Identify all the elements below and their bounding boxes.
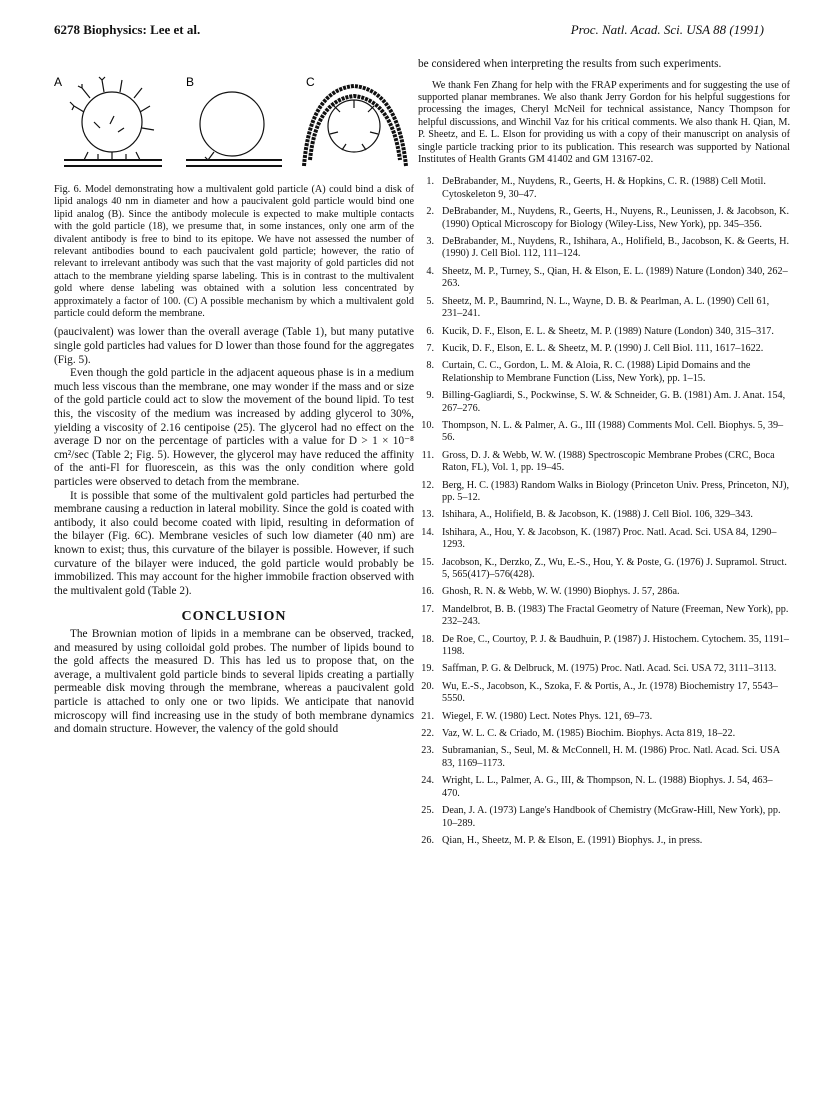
- reference-text: Billing-Gagliardi, S., Pockwinse, S. W. & Schneider, G. B. (1981) Am. J. Anat. 154, 267–276.: [442, 390, 786, 414]
- reference-number: 6.: [426, 325, 434, 337]
- reference-number: 14.: [421, 526, 434, 538]
- reference-number: 24.: [421, 775, 434, 787]
- reference-number: 9.: [426, 390, 434, 402]
- reference-number: 21.: [421, 710, 434, 722]
- reference-text: De Roe, C., Courtoy, P. J. & Baudhuin, P. (1987) J. Histochem. Cytochem. 35, 1191–1198.: [442, 633, 790, 658]
- reference-item: [418, 296, 790, 321]
- reference-number: 15.: [421, 556, 434, 568]
- reference-number: 1.: [426, 176, 434, 188]
- reference-item: [418, 326, 790, 338]
- conclusion-paragraph: The Brownian motion of lipids in a membrane can be observed, tracked, and measured by using colloidal gold probes. The number of lipids bound to the gold affects the measured D. This has led us to propose that, on the average, a multivalent gold particle binds to several lipids creating a partially permeable disk moving through the membrane, whereas a paucivalent gold particle is attached to only one or two lipids. We anticipate that nanovid microscopy will find increasing use in the study of both membrane dynamics and domain structure. However, the valency of the gold should: [54, 627, 414, 736]
- reference-text: Berg, H. C. (1983) Random Walks in Biology (Princeton Univ. Press, Princeton, NJ), pp. 5–12.: [442, 479, 790, 503]
- panel-b-drawing: [186, 92, 282, 166]
- body-paragraph-2: Even though the gold particle in the adjacent aqueous phase is in a medium much less viscous than the membrane, one may wonder if the mass and or size of the gold particle could act to slow the movement of the bound lipid. To test this, the viscosity of the medium was increased by adding glycerol to 30%, yielding a viscosity of 2.16 centipoise (25). The glycerol had no effect on the average D nor on the percentage of particles with a value for D > 1 × 10⁻⁸ cm²/sec (Table 2; Fig. 5). However, the glycerol may have reduced the affinity of the anti-Fl for fluorescein, as this was the only condition where gold particles were observed to detach from the membrane.: [54, 367, 414, 488]
- section-heading-conclusion: CONCLUSION: [181, 609, 287, 625]
- reference-number: 7.: [426, 342, 434, 354]
- reference-text: Ishihara, A., Holifield, B. & Jacobson, K. (1988) J. Cell Biol. 106, 329–343.: [442, 509, 753, 521]
- reference-item: [418, 236, 790, 261]
- reference-number: 22.: [421, 728, 434, 740]
- reference-text: Sheetz, M. P., Turney, S., Qian, H. & Elson, E. L. (1989) Nature (London) 340, 262–263.: [442, 265, 788, 290]
- reference-item: [418, 634, 790, 659]
- reference-number: 12.: [421, 479, 434, 491]
- reference-number: 25.: [421, 805, 434, 817]
- reference-item: [418, 681, 790, 706]
- reference-number: 19.: [421, 663, 434, 675]
- reference-item: [418, 805, 790, 830]
- body-paragraph-3: It is possible that some of the multivalent gold particles had perturbed the membrane causing a reduction in lateral mobility. Since the gold is coated with antibody, it also could become coated with lipid, resulting in deformation of the bilayer (Fig. 6C). Membrane vesicles of such low diameter (40 nm) are known to exist; thus, this curvature of the bilayer is possible. However, if such curvature of the bilayer were induced, the gold particle would probably be immobilized. This may account for the higher immobile fraction observed with the multivalent gold (Table 2).: [54, 489, 414, 597]
- reference-number: 18.: [421, 633, 434, 645]
- reference-number: 26.: [421, 834, 434, 846]
- panel-label-c: C: [306, 75, 315, 89]
- reference-item: [418, 360, 790, 385]
- reference-number: 23.: [421, 745, 434, 757]
- reference-item: [418, 343, 790, 355]
- reference-number: 20.: [421, 680, 434, 692]
- reference-text: Ishihara, A., Hou, Y. & Jacobson, K. (1987) Proc. Natl. Acad. Sci. USA 84, 1290–1293.: [442, 526, 777, 551]
- figure-6-illustration: [54, 72, 414, 176]
- reference-item: [418, 586, 790, 598]
- reference-number: 11.: [421, 449, 434, 461]
- reference-number: 4.: [426, 265, 434, 277]
- acknowledgment: We thank Fen Zhang for help with the FRAP experiments and for suggesting the use of supported planar membranes. We also thank Jerry Gordon for his helpful suggestions for processing the images, Cheryl McNeil for technical assistance, Nancy Thompson for helpful discussions, and Winchil Vaz for his critical comments. We also thank H. Qian, M. P. Sheetz, and E. L. Elson for providing us with a copy of their manuscript on analysis of single particle tracking prior to its publication. This research was supported by National Institutes of Health Grants GM 41402 and GM 13167-02.: [418, 79, 790, 166]
- reference-text: Thompson, N. L. & Palmer, A. G., III (1988) Comments Mol. Cell. Biophys. 5, 39–56.: [442, 419, 784, 444]
- reference-number: 3.: [426, 236, 434, 248]
- reference-item: [418, 604, 790, 629]
- reference-item: [418, 390, 790, 415]
- reference-text: Subramanian, S., Seul, M. & McConnell, H. M. (1986) Proc. Natl. Acad. Sci. USA 83, 1169–1173.: [442, 745, 780, 769]
- reference-text: DeBrabander, M., Nuydens, R., Geerts, H. & Hopkins, C. R. (1988) Cell Motil. Cytoskeleton 9, 30–47.: [442, 176, 766, 200]
- body-paragraph-1: (paucivalent) was lower than the overall average (Table 1), but many putative single gold particles had values for D lower than those found for the aggregates (Fig. 5).: [54, 326, 414, 366]
- header-right: Proc. Natl. Acad. Sci. USA 88 (1991): [570, 22, 764, 37]
- reference-number: 16.: [421, 586, 434, 598]
- right-column: [418, 58, 790, 852]
- panel-a-drawing: [64, 77, 162, 166]
- reference-number: 5.: [426, 295, 434, 307]
- reference-text: Sheetz, M. P., Baumrind, N. L., Wayne, D. B. & Pearlman, A. L. (1990) Cell 61, 231–241.: [442, 295, 770, 320]
- reference-item: [418, 509, 790, 521]
- reference-item: [418, 663, 790, 675]
- reference-text: Qian, H., Sheetz, M. P. & Elson, E. (1991) Biophys. J., in press.: [442, 834, 703, 846]
- reference-number: 13.: [421, 509, 434, 521]
- reference-text: DeBrabander, M., Nuydens, R., Geerts, H., Nuyens, R., Leunissen, J. & Jacobson, K. (1990) Optical Microscopy for Biology (Wiley-Liss, New York), pp. 345–356.: [442, 206, 790, 230]
- reference-text: Jacobson, K., Derzko, Z., Wu, E.-S., Hou, Y. & Poste, G. (1976) J. Supramol. Struct. 5, 565(417)–576(428).: [442, 556, 787, 580]
- reference-text: Saffman, P. G. & Delbruck, M. (1975) Proc. Natl. Acad. Sci. USA 72, 3111–3113.: [442, 663, 777, 675]
- reference-text: Kucik, D. F., Elson, E. L. & Sheetz, M. P. (1990) J. Cell Biol. 111, 1617–1622.: [442, 342, 764, 354]
- reference-item: [418, 745, 790, 770]
- reference-item: [418, 711, 790, 723]
- panel-label-a: A: [54, 75, 63, 89]
- reference-text: Kucik, D. F., Elson, E. L. & Sheetz, M. P. (1989) Nature (London) 340, 315–317.: [442, 325, 774, 337]
- reference-item: [418, 450, 790, 475]
- reference-item: [418, 728, 790, 740]
- reference-item: [418, 557, 790, 582]
- reference-text: Curtain, C. C., Gordon, L. M. & Aloia, R. C. (1988) Lipid Domains and the Relationship to Membrane Function (Liss, New York), pp. 1–15.: [442, 360, 751, 384]
- reference-number: 8.: [426, 360, 434, 372]
- reference-text: DeBrabander, M., Nuydens, R., Ishihara, A., Holifield, B., Jacobson, K. & Geerts, H. (1990) J. Cell Biol. 112, 111–124.: [442, 236, 790, 260]
- reference-text: Wu, E.-S., Jacobson, K., Szoka, F. & Portis, A., Jr. (1978) Biochemistry 17, 5543–5550.: [442, 680, 778, 705]
- reference-text: Wiegel, F. W. (1980) Lect. Notes Phys. 121, 69–73.: [442, 710, 653, 722]
- header-left: 6278 Biophysics: Lee et al.: [54, 22, 201, 37]
- figure-6: [54, 72, 414, 176]
- reference-text: Vaz, W. L. C. & Criado, M. (1985) Biochim. Biophys. Acta 819, 18–22.: [442, 728, 736, 740]
- reference-number: 10.: [421, 419, 434, 431]
- reference-list: [418, 176, 790, 847]
- panel-label-b: B: [186, 75, 195, 89]
- reference-item: [418, 176, 790, 201]
- reference-text: Gross, D. J. & Webb, W. W. (1988) Spectroscopic Membrane Probes (CRC, Boca Raton, FL), Vol. 1, pp. 19–45.: [442, 449, 775, 474]
- reference-text: Dean, J. A. (1973) Lange's Handbook of Chemistry (McGraw-Hill, New York), pp. 10–289.: [442, 805, 781, 829]
- figure-caption: Fig. 6. Model demonstrating how a multivalent gold particle (A) could bind a disk of lipid analogs 40 nm in diameter and how a paucivalent gold particle would bind one lipid analog (B). Since the antibody molecule is expected to make multiple contacts with the gold particle (18), we presume that, in some instances, only one arm of the divalent antibody is free to bind to its epitope. We have not assessed the number of relevant antibodies bound to each paucivalent gold particle; however, the ratio of relevant to irrelevant antibody was such that the vast majority of gold particles did not attach to the membrane yielding sparse labeling. This is in contrast to the multivalent gold where dense labeling was obtained with a solution less concentrated by approximately a factor of 100. (C) A possible mechanism by which a multivalent gold particle could deform the membrane.: [54, 184, 414, 320]
- reference-text: Mandelbrot, B. B. (1983) The Fractal Geometry of Nature (Freeman, New York), pp. 232–243.: [442, 603, 789, 628]
- reference-item: [418, 835, 790, 847]
- reference-item: [418, 206, 790, 231]
- reference-item: [418, 420, 790, 445]
- panel-c-drawing: [304, 86, 406, 166]
- reference-text: Ghosh, R. N. & Webb, W. W. (1990) Biophys. J. 57, 286a.: [442, 586, 680, 598]
- reference-number: 17.: [421, 603, 434, 615]
- running-header: [0, 22, 816, 42]
- continued-paragraph: be considered when interpreting the results from such experiments.: [418, 58, 722, 70]
- reference-item: [418, 266, 790, 291]
- reference-item: [418, 480, 790, 505]
- reference-text: Wright, L. L., Palmer, A. G., III, & Thompson, N. L. (1988) Biophys. J. 54, 463–470.: [442, 775, 773, 799]
- reference-number: 2.: [426, 206, 434, 218]
- reference-item: [418, 527, 790, 552]
- left-column: [54, 58, 414, 737]
- reference-item: [418, 775, 790, 800]
